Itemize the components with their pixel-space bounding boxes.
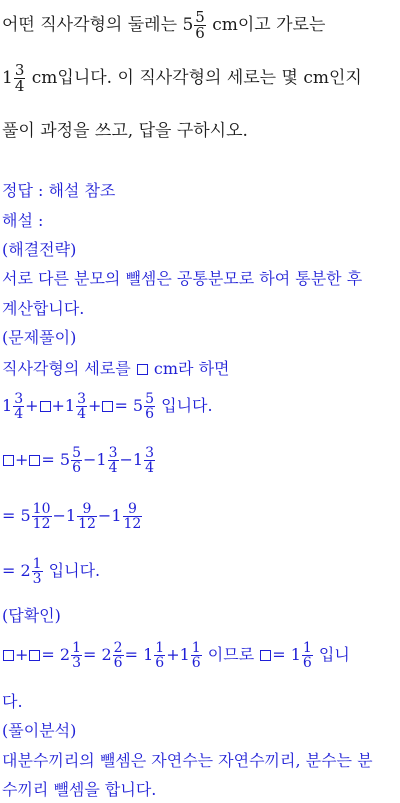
fraction: $\frac{9}{12}$: [78, 501, 96, 532]
solution-setup: 직사각형의 세로를 cm라 하면: [2, 359, 230, 378]
section-analysis: (풀이분석): [2, 721, 77, 740]
blank-box: [102, 401, 113, 412]
blank-box: [3, 455, 14, 466]
fraction: $\frac{3}{4}$: [77, 391, 87, 422]
strategy-text-2: 계산합니다.: [2, 299, 85, 318]
blank-box: [29, 650, 40, 661]
analysis-text-2: 수끼리 뺄셈을 합니다.: [2, 780, 157, 799]
section-solution: (문제풀이): [2, 328, 77, 347]
fraction: $\frac{10}{12}$: [32, 501, 51, 532]
blank-box: [137, 364, 148, 375]
analysis-text-1: 대분수끼리의 뺄셈은 자연수는 자연수끼리, 분수는 분: [2, 751, 373, 770]
equation-2: + = 5 $\frac{5}{6}$ −1 $\frac{3}{4}$ −1 $\frac{3}{4}$: [2, 446, 156, 475]
explanation-label: 해설 :: [2, 211, 44, 230]
blank-box: [40, 401, 51, 412]
fraction: $\frac{5}{6}$: [195, 8, 205, 42]
question-line-2: 1 $\frac{3}{4}$ cm입니다. 이 직사각형의 세로는 몇 cm인지: [2, 61, 362, 95]
fraction: $\frac{3}{4}$: [145, 445, 155, 476]
question-line-1: 어떤 직사각형의 둘레는 5 $\frac{5}{6}$ cm이고 가로는: [2, 8, 326, 42]
fraction: $\frac{5}{6}$: [72, 445, 81, 476]
section-check: (답확인): [2, 606, 61, 625]
equation-3: = 5 $\frac{10}{12}$ −1 $\frac{9}{12}$ −1 $\frac{9}{12}$: [2, 501, 142, 532]
fraction: $\frac{9}{12}$: [123, 501, 142, 532]
equation-1: 1 $\frac{3}{4}$ + +1 $\frac{3}{4}$ + = 5 $\frac{5}{6}$ 입니다.: [2, 391, 213, 422]
blank-box: [3, 650, 14, 661]
blank-box: [29, 455, 40, 466]
fraction: $\frac{1}{6}$: [155, 640, 165, 671]
fraction: $\frac{3}{4}$: [14, 391, 24, 422]
fraction: $\frac{1}{6}$: [191, 640, 201, 671]
check-equation: + = 2 $\frac{1}{3}$ = 2 $\frac{2}{6}$ = 1 $\frac{1}{6}$ +1 $\frac{1}{6}$ 이므로 = 1 $\frac{1}{6}$ 입니: [2, 641, 350, 670]
fraction: $\frac{1}{3}$: [72, 640, 81, 671]
section-strategy: (해결전략): [2, 240, 77, 259]
fraction: $\frac{3}{4}$: [108, 445, 118, 476]
strategy-text-1: 서로 다른 분모의 뺄셈은 공통분모로 하여 통분한 후: [2, 269, 363, 288]
fraction: $\frac{1}{3}$: [32, 556, 42, 587]
fraction: $\frac{1}{6}$: [302, 640, 312, 671]
fraction: $\frac{3}{4}$: [14, 61, 25, 95]
answer-heading: 정답 : 해설 참조: [2, 181, 116, 200]
fraction: $\frac{2}{6}$: [113, 640, 123, 671]
check-end: 다.: [2, 692, 23, 711]
equation-4: = 2 $\frac{1}{3}$ 입니다.: [2, 556, 101, 587]
fraction: $\frac{5}{6}$: [145, 391, 155, 422]
question-line-3: 풀이 과정을 쓰고, 답을 구하시오.: [2, 121, 248, 141]
blank-box: [260, 650, 271, 661]
